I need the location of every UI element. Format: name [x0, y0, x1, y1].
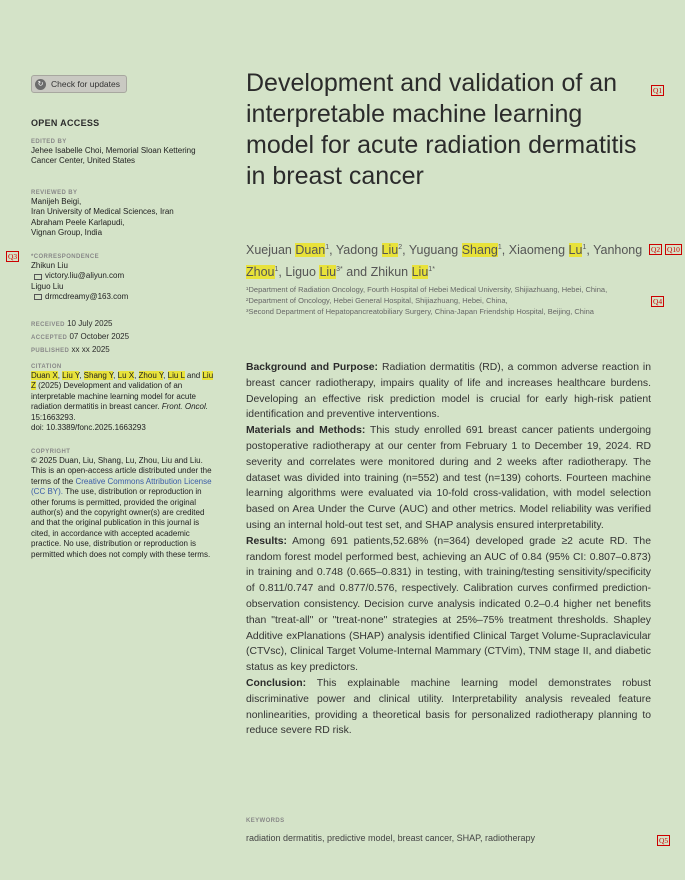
citation-journal: Front. Oncol.: [161, 402, 208, 412]
edited-by-label: EDITED BY: [31, 139, 67, 145]
dates-section: [31, 318, 129, 357]
citation-author: Liu L: [167, 371, 185, 380]
citation-doi[interactable]: doi: 10.3389/fonc.2025.1663293: [31, 423, 146, 433]
cc-by-license-link[interactable]: Creative Commons Attribution License (CC BY).: [31, 476, 212, 497]
author: Xuejuan Duan$^1$,: [246, 243, 333, 258]
abstract-methods: Materials and Methods: This study enrolled 691 breast cancer patients undergoing postoperative radiotherapy at our center from February 1 to December 19, 2024. RD severity and correlates were monitored during and 2 weeks after radiotherapy. The dataset was divided into training (n=552) and test (n=139) cohorts. Fourteen machine learning algorithms were evaluated via 10-fold cross-validation, with model selection based on Area Under the Curve (AUC) and other metrics. Model reliability was verified using an internal hold-out test set, and SHAP analysis ensured interpretability.: [246, 425, 651, 531]
copyright-label: COPYRIGHT: [31, 449, 71, 455]
correspondent-2-name: Liguo Liu: [31, 281, 64, 291]
copyright-text-1: © 2025 Duan, Liu, Shang, Lu, Zhou, Liu and Liu. This is an open-access article distributed under the terms of the: [31, 456, 212, 486]
citation-author: Liu Y: [62, 371, 80, 380]
query-marker[interactable]: Q1: [653, 86, 663, 95]
citation-author: Duan X: [31, 371, 58, 380]
citation-section: [31, 363, 219, 433]
copyright-section: [31, 448, 216, 560]
author: Zhikun Liu$^{1*}$: [370, 265, 435, 280]
copyright-text: [31, 456, 216, 560]
open-access-label: OPEN ACCESS: [31, 118, 100, 128]
author: Liguo Liu$^{3*}$: [285, 265, 343, 280]
published-date: xx xx 2025: [71, 345, 110, 354]
received-row: [31, 318, 129, 331]
citation-label: CITATION: [31, 364, 62, 370]
check-for-updates-button[interactable]: [31, 75, 127, 93]
email-2[interactable]: [31, 292, 221, 302]
abstract-background: Background and Purpose: Radiation dermatitis (RD), a common adverse reaction in breast cancer radiotherapy, impairs quality of life and increases healthcare burdens. Developing an effective risk prediction model is crucial for early high-risk patient identification and preventive interventions.: [246, 362, 652, 421]
author-list: [246, 238, 646, 282]
reviewer-1-affiliation: Iran University of Medical Sciences, Iran: [31, 207, 174, 217]
abstract-results: Results: Among 691 patients,52.68% (n=364) developed grade ≥2 acute RD. The random forest model performed best, achieving an AUC of 0.84 (95% CI: 0.807–0.873) in training and 0.748 (0.665–0.831) in testing, with training/testing sensitivity/specificity of 0.811/0.747 and 0.877/0.576, respectively. Calibration curves confirmed prediction-observation consistency. Decision curve analysis indicated 0.2–0.4 higher net benefits than "treat-all" or "treat-none" strategies at 25%–75% treatment thresholds. Shapley Additive exPlanations (SHAP) analysis identified Clinical Target Volume-Supraclavicular (CTVsc), Clinical Target Volume-Internal Mammary (CTVim), TNM stage II, and diabetic status as key predictors.: [246, 535, 651, 674]
citation-body: (2025) Development and validation of an interpretable machine learning model for acute radiation dermatitis in breast cancer.: [31, 381, 196, 412]
edited-by-section: [31, 138, 221, 167]
keywords-label: KEYWORDS: [246, 818, 285, 824]
abstract: [246, 360, 651, 739]
envelope-icon: [34, 294, 42, 300]
citation-author: Zhou Y: [138, 371, 164, 380]
email-1[interactable]: [31, 271, 221, 281]
keywords-list: radiation dermatitis, predictive model, breast cancer, SHAP, radiotherapy: [246, 833, 535, 843]
published-row: [31, 344, 129, 357]
correspondent-1-name: Zhikun Liu: [31, 261, 68, 270]
author-conjunction: and: [346, 265, 368, 280]
article-title: Development and validation of an interpretable machine learning model for acute radiation dermatitis in breast cancer: [246, 69, 637, 190]
envelope-icon: [34, 274, 42, 280]
query-marker[interactable]: Q3: [8, 252, 18, 261]
accepted-label: ACCEPTED: [31, 335, 68, 341]
query-marker[interactable]: Q5: [659, 836, 669, 845]
copyright-text-2: The use, distribution or reproduction in other forums is permitted, provided the original author(s) and the copyright owner(s) are credited and that the original publication in this journal is cited, in accordance with accepted academic practice. No use, distribution or reproduction is permitted which does not comply with these terms.: [31, 487, 211, 559]
reviewed-by-section: [31, 189, 221, 239]
citation-author: Lu X: [117, 371, 135, 380]
affiliation-1: ¹Department of Radiation Oncology, Fourth Hospital of Hebei Medical University, Shijiazhuang, Hebei, China,: [246, 285, 608, 294]
abstract-conclusion: Conclusion: This explainable machine learning model demonstrates robust discriminative power and clinical utility. Interpretability analysis revealed feature nonlinearities, providing a theoretical basis for personalized radiotherapy planning to reduce severe RD risk.: [246, 677, 652, 737]
query-marker[interactable]: Q2: [651, 245, 661, 254]
published-label: PUBLISHED: [31, 348, 70, 354]
author: Yadong Liu$^2$,: [335, 243, 406, 258]
received-label: RECEIVED: [31, 322, 65, 328]
reviewer-1-name: Manijeh Beigi,: [31, 197, 82, 206]
citation-author: Shang Y: [83, 371, 114, 380]
reviewed-by-label: REVIEWED BY: [31, 190, 78, 196]
received-date: 10 July 2025: [67, 319, 113, 328]
email-1-text[interactable]: victory.liu@aliyun.com: [45, 271, 125, 281]
editor-text: Jehee Isabelle Choi, Memorial Sloan Kettering Cancer Center, United States: [31, 146, 196, 166]
citation-text: Duan X, Liu Y, Shang Y, Lu X, Zhou Y, Liu L and Liu Z (2025) Development and validation of an interpretable machine learning model for acute radiation dermatitis in breast cancer. Front. Oncol. 15:1663293. doi: 10.3389/fonc.2025.1663293: [31, 371, 219, 433]
author: Yuguang Shang$^1$,: [408, 243, 506, 258]
author: Xiaomeng Lu$^1$,: [508, 243, 590, 258]
affiliation-3: ³Second Department of Hepatopancreatobiliary Surgery, China-Japan Friendship Hospital, Beijing, China: [246, 306, 594, 316]
correspondence-section: [31, 253, 221, 303]
citation-author: Liu Z: [31, 371, 214, 391]
accepted-date: 07 October 2025: [69, 332, 130, 341]
query-marker[interactable]: Q4: [653, 297, 663, 306]
query-marker[interactable]: Q10: [667, 245, 680, 254]
author: Yanhong Zhou$^1$,: [246, 243, 643, 280]
citation-volume: 15:1663293.: [31, 412, 76, 422]
affiliation-2: ²Department of Oncology, Hebei General Hospital, Shijiazhuang, Hebei, China,: [246, 295, 508, 305]
correspondence-label: *CORRESPONDENCE: [31, 254, 100, 260]
reviewer-2-affiliation: Vignan Group, India: [31, 228, 103, 238]
reviewer-2-name: Abraham Peele Karlapudi,: [31, 217, 125, 227]
check-updates-label: Check for updates: [51, 79, 120, 89]
affiliations: [246, 285, 626, 317]
accepted-row: [31, 331, 129, 344]
email-2-text[interactable]: drmcdreamy@163.com: [45, 292, 129, 302]
refresh-icon: ↻: [35, 79, 46, 90]
